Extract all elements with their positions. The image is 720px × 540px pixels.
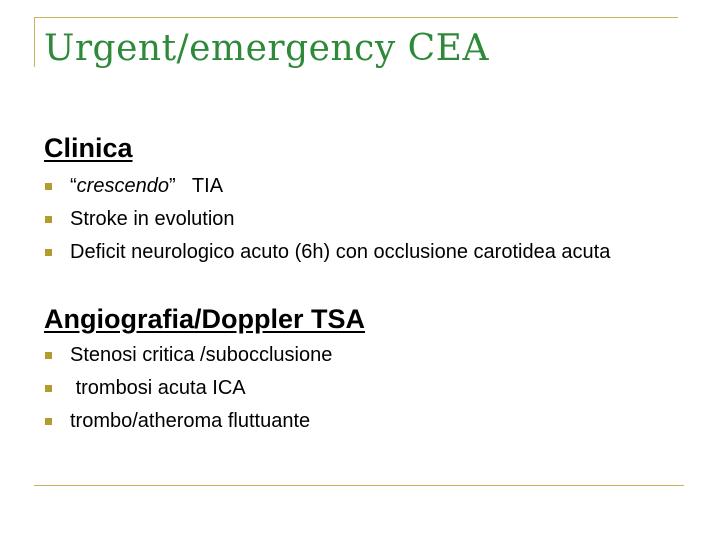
bullet-item xyxy=(44,376,664,401)
bullet-item xyxy=(44,240,664,265)
close-quote: ” xyxy=(168,175,176,197)
bullet-list-clinica xyxy=(44,174,664,273)
top-rule xyxy=(34,17,678,18)
bottom-rule xyxy=(34,485,684,486)
bullet-text: Stroke in evolution xyxy=(70,208,235,230)
bullet-text: trombosi acuta ICA xyxy=(70,377,246,399)
square-bullet-icon xyxy=(45,183,52,190)
bullet-tail-text: TIA xyxy=(175,175,224,197)
square-bullet-icon xyxy=(45,216,52,223)
bullet-item xyxy=(44,207,664,232)
bullet-list-angiografia xyxy=(44,343,664,442)
square-bullet-icon xyxy=(45,385,52,392)
bullet-text: Stenosi critica /subocclusione xyxy=(70,344,333,366)
bullet-item xyxy=(44,174,664,199)
bullet-item xyxy=(44,343,664,368)
square-bullet-icon xyxy=(45,249,52,256)
bullet-text: trombo/atheroma fluttuante xyxy=(70,410,311,432)
open-quote: “ xyxy=(70,175,77,197)
section-heading-clinica: Clinica xyxy=(44,133,133,163)
section-heading-angiografia: Angiografia/Doppler TSA xyxy=(44,304,366,334)
square-bullet-icon xyxy=(45,418,52,425)
square-bullet-icon xyxy=(45,352,52,359)
left-rule xyxy=(34,17,35,67)
bullet-text xyxy=(70,175,223,197)
bullet-item xyxy=(44,409,664,434)
bullet-text: Deficit neurologico acuto (6h) con occlusione carotidea acuta xyxy=(70,241,611,263)
slide-title: Urgent/emergency CEA xyxy=(44,28,489,69)
emphasis-text: crescendo xyxy=(76,175,169,197)
